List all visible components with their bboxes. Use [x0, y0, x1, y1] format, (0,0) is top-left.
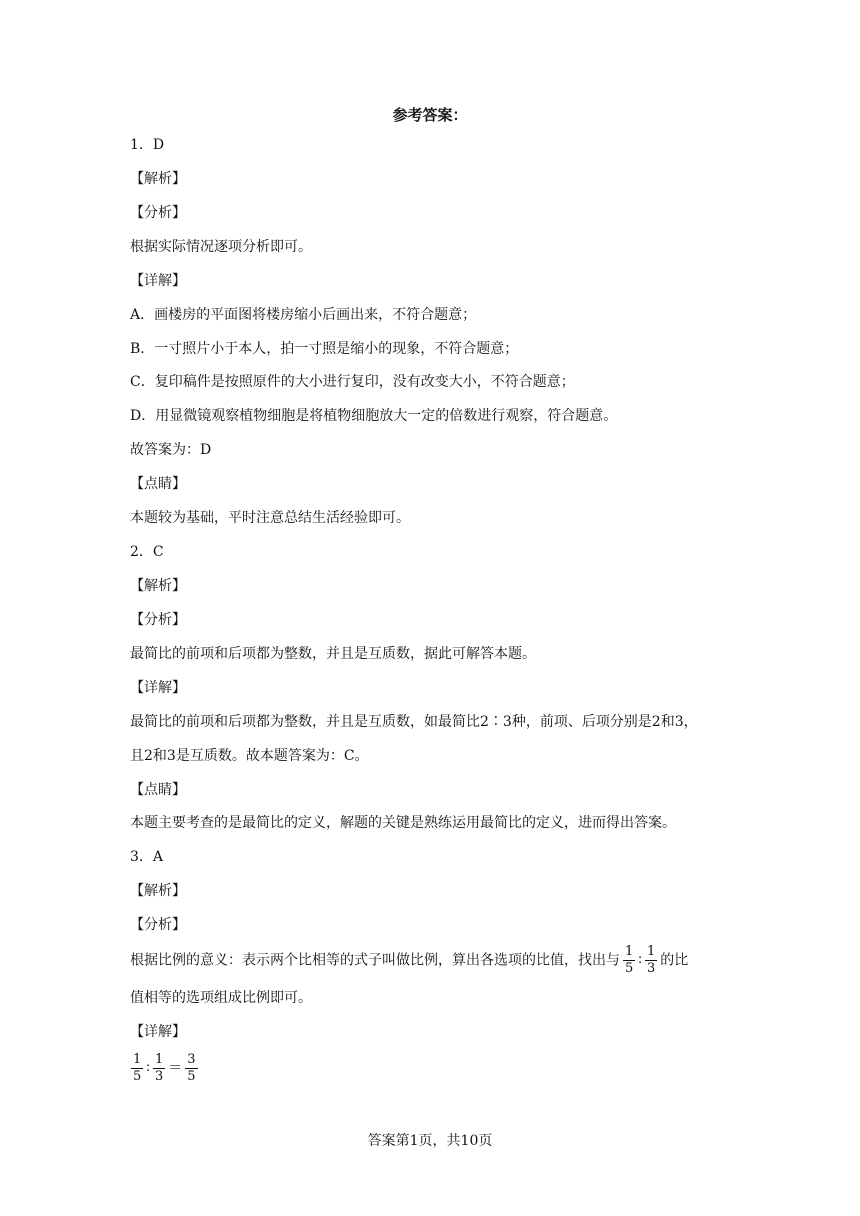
paragraph: 值相等的选项组成比例即可。 [130, 990, 312, 1006]
page-title: 参考答案： [392, 106, 468, 124]
fraction: $\frac{3}{5}$ [187, 1052, 196, 1084]
fraction: $\frac{1}{3}$ [154, 1052, 164, 1084]
q3-analysis-text: 根据比例的意义：表示两个比相等的式子叫做比例，算出各选项的比值，找出与 [130, 952, 620, 969]
equals-sign: ＝ [168, 1060, 183, 1077]
paragraph: 最简比的前项和后项都为整数，并且是互质数，如最简比2∶3种，前项、后项分别是2和3， [130, 714, 698, 730]
paragraph: 最简比的前项和后项都为整数，并且是互质数，据此可解答本题。 [130, 646, 536, 662]
answer-q2: 2．C [130, 544, 164, 560]
ratio-colon: ∶ [638, 952, 642, 969]
q3-equation [128, 1052, 201, 1085]
q3-analysis-line [130, 944, 688, 977]
fraction: $\frac{1}{3}$ [646, 944, 656, 976]
section-label-fenxi: 【分析】 [130, 612, 186, 628]
section-label-jiexi: 【解析】 [130, 883, 186, 899]
section-label-jiexi: 【解析】 [130, 171, 186, 187]
fraction: $\frac{1}{5}$ [133, 1052, 142, 1084]
option-c: C．复印稿件是按照原件的大小进行复印，没有改变大小，不符合题意； [130, 374, 575, 390]
q3-analysis-text-end: 的比 [660, 952, 689, 969]
paragraph: 本题主要考查的是最简比的定义，解题的关键是熟练运用最简比的定义，进而得出答案。 [130, 815, 676, 831]
answer-q1: 1．D [130, 137, 165, 153]
paragraph: 根据实际情况逐项分析即可。 [130, 239, 312, 255]
option-a: A．画楼房的平面图将楼房缩小后画出来，不符合题意； [130, 307, 477, 323]
page-footer: 答案第1页，共10页 [367, 1133, 493, 1149]
section-label-fenxi: 【分析】 [130, 917, 186, 933]
option-d: D．用显微镜观察植物细胞是将植物细胞放大一定的倍数进行观察，符合题意。 [130, 408, 618, 424]
section-label-dianjing: 【点睛】 [130, 782, 186, 798]
answer-statement: 故答案为：D [130, 442, 212, 458]
answer-q3: 3．A [130, 849, 164, 865]
section-label-xiangjie: 【详解】 [130, 1024, 186, 1040]
section-label-fenxi: 【分析】 [130, 205, 186, 221]
fraction: $\frac{1}{5}$ [625, 944, 634, 976]
section-label-xiangjie: 【详解】 [130, 273, 186, 289]
section-label-dianjing: 【点睛】 [130, 476, 186, 492]
section-label-jiexi: 【解析】 [130, 578, 186, 594]
option-b: B．一寸照片小于本人，拍一寸照是缩小的现象，不符合题意； [130, 341, 519, 357]
section-label-xiangjie: 【详解】 [130, 680, 186, 696]
ratio-colon: ∶ [146, 1060, 150, 1077]
paragraph: 且2和3是互质数。故本题答案为：C。 [130, 748, 369, 764]
paragraph: 本题较为基础，平时注意总结生活经验即可。 [130, 510, 410, 526]
